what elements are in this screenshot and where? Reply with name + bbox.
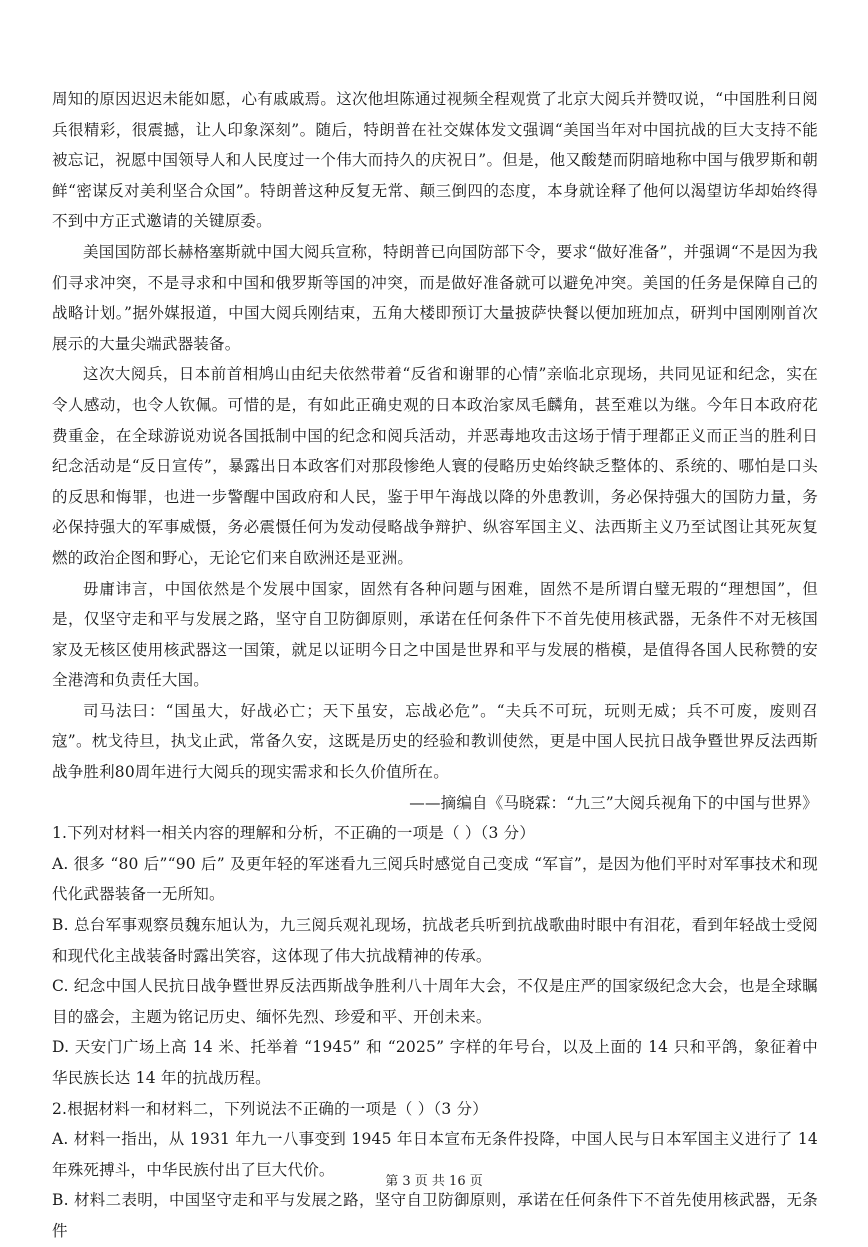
paragraph-japan: 这次大阅兵，日本前首相鸠山由纪夫依然带着“反省和谢罪的心情”亲临北京现场，共同见证和纪念，实在令人感动，也令人钦佩。可惜的是，有如此正确史观的日本政治家凤毛麟角，甚至难以为继。今年日本政府花费重金，在全球游说劝说各国抵制中国的纪念和阅兵活动，并恶毒地攻击这场于情于理都正义而正当的胜利日纪念活动是“反日宣传”，暴露出日本政客们对那段惨绝人寰的侵略历史始终缺乏整体的、系统的、哪怕是口头的反思和悔罪，也进一步警醒中国政府和人民，鉴于甲午海战以降的外患教训，务必保持强大的国防力量，务必保持强大的军事威慑，务必震慑任何为发动侵略战争辩护、纵容军国主义、法西斯主义乃至试图让其死灰复燃的政治企图和野心，无论它们来自欧洲还是亚洲。 [52, 365, 818, 567]
question-1-option-a: A. 很多 “80 后”“90 后” 及更年轻的军迷看九三阅兵时感觉自己变成 “军盲”，是因为他们平时对军事技术和现代化武器装备一无所知。 [52, 854, 818, 904]
document-body [52, 84, 818, 1247]
paragraph-sima-fa: 司马法曰：“国虽大，好战必亡；天下虽安，忘战必危”。“夫兵不可玩，玩则无威；兵不可废，废则召寇”。枕戈待旦，执戈止武，常备久安，这既是历史的经验和教训使然，更是中国人民抗日战争暨世界反法西斯战争胜利80周年进行大阅兵的现实需求和长久价值所在。 [52, 701, 818, 782]
question-2-option-b: B. 材料二表明，中国坚守走和平与发展之路，坚守自卫防御原则，承诺在任何条件下不首先使用核武器，无条件 [52, 1191, 818, 1240]
question-1-option-c: C. 纪念中国人民抗日战争暨世界反法西斯战争胜利八十周年大会，不仅是庄严的国家级纪念大会，也是全球瞩目的盛会，主题为铭记历史、缅怀先烈、珍爱和平、开创未来。 [52, 977, 818, 1026]
source-citation: ——摘编自《马晓霖：“九三”大阅兵视角下的中国与世界》 [409, 793, 818, 812]
question-1-stem: 1.下列对材料一相关内容的理解和分析，不正确的一项是（ ）（3 分） [52, 824, 536, 843]
question-1-option-d: D. 天安门广场上高 14 米、托举着 “1945” 和 “2025” 字样的年号台，以及上面的 14 只和平鸽，象征着中华民族长达 14 年的抗战历程。 [52, 1038, 818, 1087]
paragraph-us-defense: 美国国防部长赫格塞斯就中国大阅兵宣称，特朗普已向国防部下令，要求“做好准备”，并强调“不是因为我们寻求冲突，不是寻求和中国和俄罗斯等国的冲突，而是做好准备就可以避免冲突。美国的任务是保障自己的战略计划。”据外媒报道，中国大阅兵刚结束，五角大楼即预订大量披萨快餐以便加班加点，研判中国刚刚首次展示的大量尖端武器装备。 [52, 242, 818, 353]
paragraph-china-peace: 毋庸讳言，中国依然是个发展中国家，固然有各种问题与困难，固然不是所谓白璧无瑕的“理想国”，但是，仅坚守走和平与发展之路，坚守自卫防御原则，承诺在任何条件下不首先使用核武器，无条件不对无核国家及无核区使用核武器这一国策，就足以证明今日之中国是世界和平与发展的楷模，是值得各国人民称赞的安全港湾和负责任大国。 [52, 579, 818, 690]
question-2-option-a: A. 材料一指出，从 1931 年九一八事变到 1945 年日本宣布无条件投降，中国人民与日本军国主义进行了 14 年殊死搏斗，中华民族付出了巨大代价。 [52, 1130, 818, 1179]
paragraph-continued: 周知的原因迟迟未能如愿，心有戚戚焉。这次他坦陈通过视频全程观赏了北京大阅兵并赞叹说，“中国胜利日阅兵很精彩，很震撼，让人印象深刻”。随后，特朗普在社交媒体发文强调“美国当年对中国抗战的巨大支持不能被忘记，祝愿中国领导人和人民度过一个伟大而持久的庆祝日”。但是，他又酸楚而阴暗地称中国与俄罗斯和朝鲜“密谋反对美利坚合众国”。特朗普这种反复无常、颠三倒四的态度，本身就诠释了他何以渴望访华却始终得不到中方正式邀请的关键原委。 [52, 90, 818, 231]
page-number-footer: 第 3 页 共 16 页 [385, 1174, 483, 1189]
question-1-option-b: B. 总台军事观察员魏东旭认为，九三阅兵观礼现场，抗战老兵听到抗战歌曲时眼中有泪花，看到年轻战士受阅和现代化主战装备时露出笑容，这体现了伟大抗战精神的传承。 [52, 916, 818, 965]
question-2-stem: 2.根据材料一和材料二，下列说法不正确的一项是（ ）（3 分） [52, 1099, 488, 1118]
